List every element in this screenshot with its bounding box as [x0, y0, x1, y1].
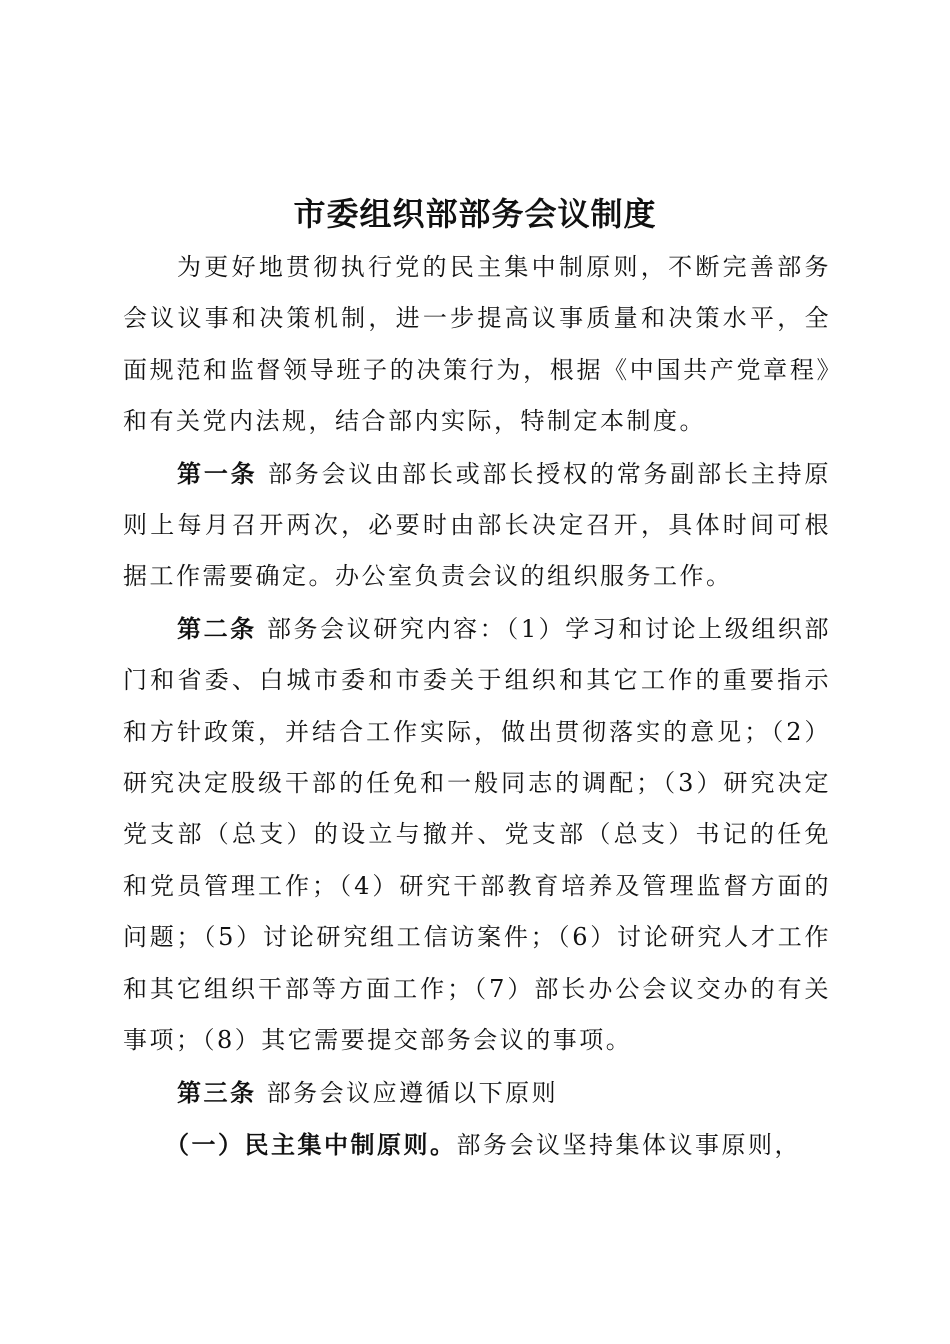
article-2-label: 第二条 — [177, 613, 257, 643]
article-2-paragraph — [123, 603, 831, 1067]
article-2-text: 部务会议研究内容：（1）学习和讨论上级组织部门和省委、白城市委和市委关于组织和其它工作的重要指示和方针政策，并结合工作实际，做出贯彻落实的意见；（2）研究决定股级干部的任免和一般同志的调配；（3）研究决定党支部（总支）的设立与撤并、党支部（总支）书记的任免和党员管理工作；（4）研究干部教育培养及管理监督方面的问题；（5）讨论研究组工信访案件；（6）讨论研究人才工作和其它组织干部等方面工作；（7）部长办公会议交办的有关事项；（8）其它需要提交部务会议的事项。 — [123, 614, 832, 1055]
article-3-paragraph — [123, 1067, 831, 1119]
article-3-label: 第三条 — [177, 1077, 257, 1107]
principle-1-paragraph — [123, 1119, 831, 1171]
document-body — [123, 242, 831, 1171]
article-1-text: 部务会议由部长或部长授权的常务副部长主持原则上每月召开两次，必要时由部长决定召开，具体时间可根据工作需要确定。办公室负责会议的组织服务工作。 — [123, 459, 831, 591]
document-title: 市委组织部部务会议制度 — [293, 195, 657, 233]
principle-1-label: （一）民主集中制原则。 — [165, 1129, 457, 1159]
article-1-paragraph — [123, 448, 831, 603]
principle-1-text: 部务会议坚持集体议事原则， — [456, 1130, 801, 1159]
article-3-text: 部务会议应遵循以下原则 — [256, 1078, 559, 1107]
article-1-label: 第一条 — [177, 458, 258, 488]
intro-paragraph: 为更好地贯彻执行党的民主集中制原则，不断完善部务会议议事和决策机制，进一步提高议事质量和决策水平，全面规范和监督领导班子的决策行为，根据《中国共产党章程》和有关党内法规，结合部内实际，特制定本制度。 — [123, 253, 831, 436]
